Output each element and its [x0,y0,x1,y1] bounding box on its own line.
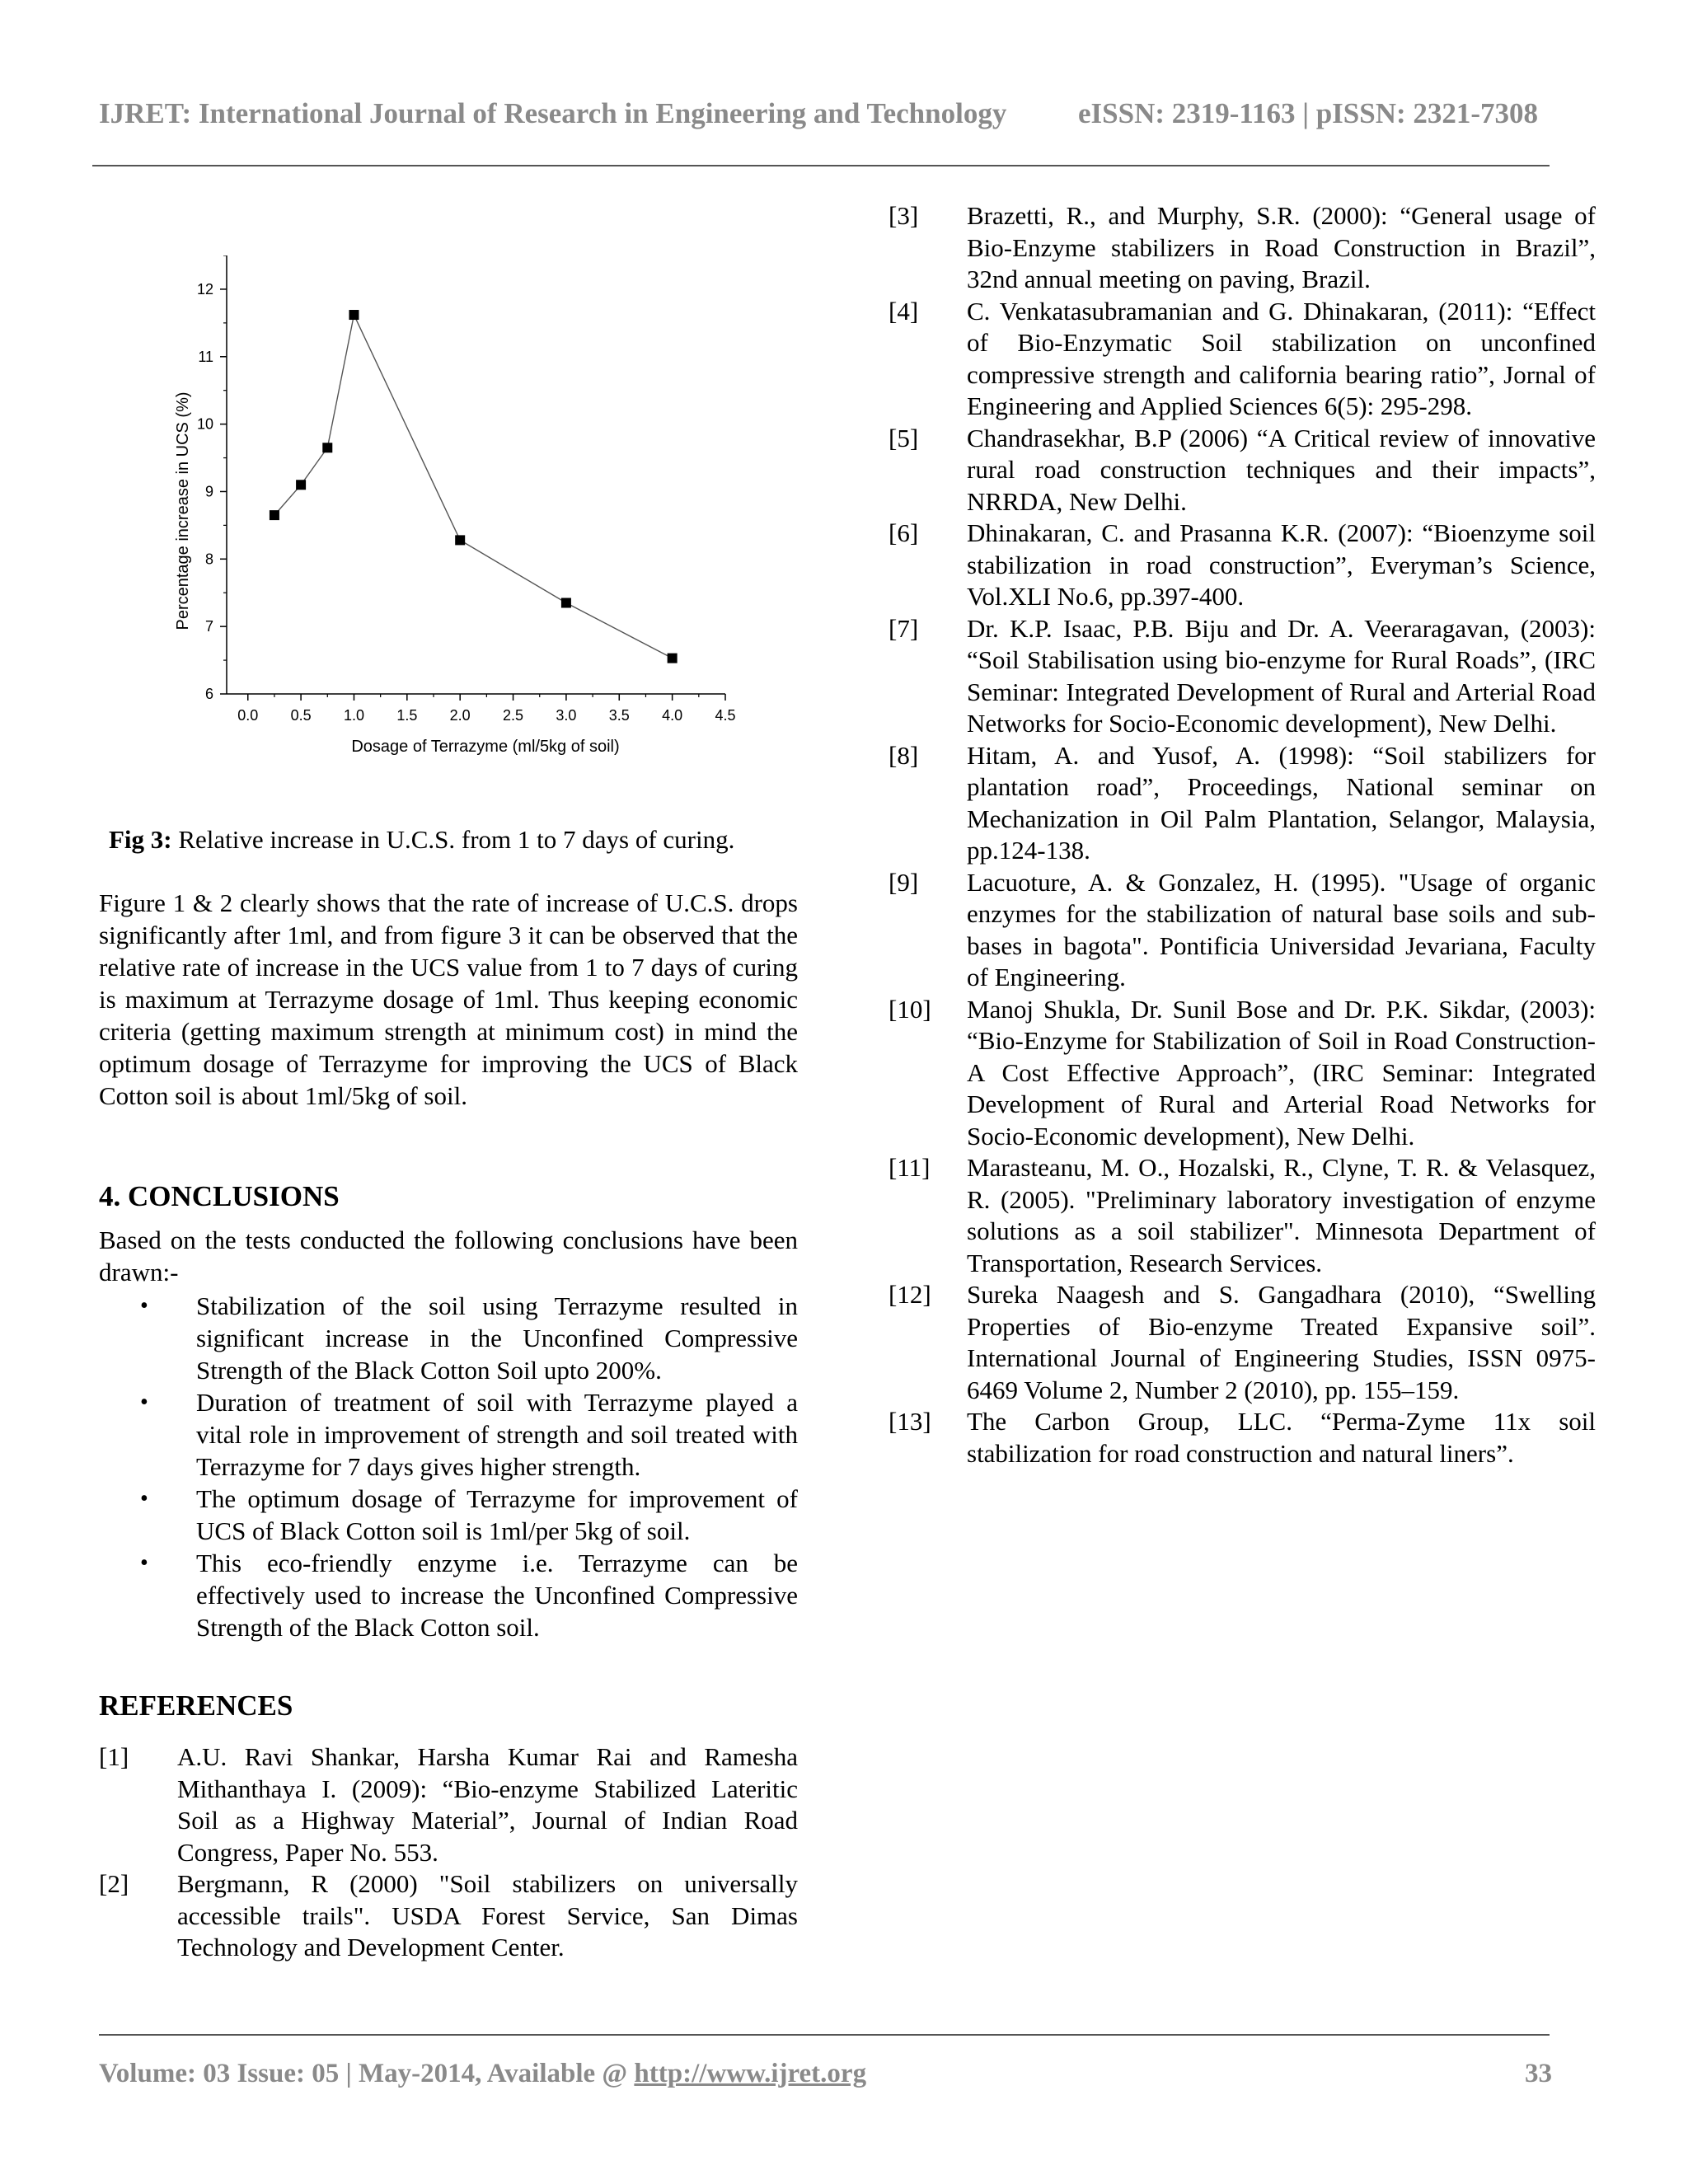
footer-volume-text: Volume: 03 Issue: 05 | May-2014, Available @ [99,2059,635,2088]
conclusion-text: Duration of treatment of soil with Terrazyme played a vital role in improvement of strength and soil treated with Terrazyme for 7 days gives higher strength. [196,1388,798,1481]
footer-volume [99,2059,866,2089]
figure-caption-text: Relative increase in U.C.S. from 1 to 7 days of curing. [171,825,735,854]
reference-item [889,613,1596,740]
reference-number: [3] [889,201,919,230]
reference-number: [1] [99,1742,129,1771]
chart-x-tick-label: 2.5 [503,707,524,724]
header-divider [92,165,1550,166]
conclusions-list [99,1290,798,1643]
bullet-icon: • [140,1550,148,1576]
conclusion-text: This eco-friendly enzyme i.e. Terrazyme can be effectively used to increase the Unconfined Compressive Strength of the Black Cotton soil. [196,1549,798,1642]
reference-number: [11] [889,1153,931,1182]
reference-item [889,1406,1596,1469]
chart-data-point [270,510,279,520]
bullet-icon: • [140,1293,148,1319]
chart-x-tick-label: 0.5 [290,707,312,724]
chart-x-tick-label: 4.0 [662,707,683,724]
reference-text: C. Venkatasubramanian and G. Dhinakaran, (2011): “Effect of Bio-Enzymatic Soil stabilization on unconfined compressive strength and california bearing ratio”, Jornal of Engineering and Applied Sciences 6(5): 295-298. [967,296,1596,420]
page-number: 33 [1525,2059,1552,2088]
reference-item [889,1152,1596,1279]
conclusions-intro: Based on the tests conducted the following conclusions have been drawn:- [99,1226,798,1286]
chart-data-point [455,535,465,545]
chart-x-tick-label: 1.5 [396,707,418,724]
bullet-icon: • [140,1390,148,1415]
reference-text: Sureka Naagesh and S. Gangadhara (2010), “Swelling Properties of Bio-enzyme Treated Expansive soil”. International Journal of Engineering Studies, ISSN 0975- 6469 Volume 2, Number 2 (2010), pp. 155–159. [967,1280,1596,1404]
reference-number: [2] [99,1869,129,1898]
reference-item [889,296,1596,423]
reference-number: [13] [889,1407,931,1436]
conclusion-item [99,1547,798,1643]
chart-x-tick-label: 3.5 [608,707,630,724]
reference-text: A.U. Ravi Shankar, Harsha Kumar Rai and Ramesha Mithanthaya I. (2009): “Bio-enzyme Stabilized Lateritic Soil as a Highway Material”, Journal of Indian Road Congress, Paper No. 553. [177,1742,798,1867]
figure-caption [109,824,734,855]
reference-item [889,740,1596,867]
reference-number: [12] [889,1280,931,1309]
conclusion-item [99,1386,798,1483]
conclusion-item [99,1483,798,1547]
references-heading: REFERENCES [99,1690,293,1722]
chart-y-tick-label: 9 [204,483,213,500]
chart-data-point [561,598,571,608]
reference-text: The Carbon Group, LLC. “Perma-Zyme 11x soil stabilization for road construction and natural liners”. [967,1407,1596,1468]
reference-text: Lacuoture, A. & Gonzalez, H. (1995). "Usage of organic enzymes for the stabilization of natural base soils and sub-bases in bagota". Pontificia Universidad Jevariana, Faculty of Engineering. [967,867,1596,991]
reference-item [889,518,1596,613]
journal-title: IJRET: International Journal of Research in Engineering and Technology [99,97,1007,129]
reference-number: [5] [889,423,919,452]
reference-number: [8] [889,740,919,770]
reference-number: [10] [889,994,931,1024]
reference-number: [6] [889,518,919,547]
chart-y-axis-label: Percentage increase in UCS (%) [174,391,192,630]
bullet-icon: • [140,1486,148,1511]
reference-item [99,1868,798,1964]
reference-text: Dr. K.P. Isaac, P.B. Biju and Dr. A. Veeraragavan, (2003): “Soil Stabilisation using bio-enzyme for Rural Roads”, (IRC Seminar: Integrated Development of Rural and Arterial Road Networks for Socio-Economic development), New Delhi. [967,613,1596,738]
reference-text: Bergmann, R (2000) "Soil stabilizers on universally accessible trails". USDA Forest Service, San Dimas Technology and Development Center. [177,1869,798,1961]
references-list-right [889,200,1596,1469]
reference-number: [9] [889,867,919,897]
discussion-paragraph: Figure 1 & 2 clearly shows that the rate of increase of U.C.S. drops significantly after 1ml, and from figure 3 it can be observed that the relative rate of increase in the UCS value from 1 to 7 days of curing is maximum at Terrazyme dosage of 1ml. Thus keeping economic criteria (getting maximum strength at minimum cost) in mind the optimum dosage of Terrazyme for improving the UCS of Black Cotton soil is about 1ml/5kg of soil. [99,888,798,1110]
reference-item [889,867,1596,994]
reference-text: Hitam, A. and Yusof, A. (1998): “Soil stabilizers for plantation road”, Proceedings, National seminar on Mechanization in Oil Palm Plantation, Selangor, Malaysia, pp.124-138. [967,740,1596,865]
reference-item [99,1741,798,1868]
conclusions-heading: 4. CONCLUSIONS [99,1180,340,1212]
conclusion-text: The optimum dosage of Terrazyme for improvement of UCS of Black Cotton soil is 1ml/per 5kg of soil. [196,1484,798,1545]
figure-caption-label: Fig 3: [109,825,172,854]
reference-item [889,994,1596,1153]
chart-data-point [668,654,678,663]
chart-data-point [296,480,306,490]
reference-text: Brazetti, R., and Murphy, S.R. (2000): “General usage of Bio-Enzyme stabilizers in Road Construction in Brazil”, 32nd annual meeting on paving, Brazil. [967,201,1596,293]
journal-link[interactable]: http://www.ijret.org [634,2059,867,2088]
reference-text: Manoj Shukla, Dr. Sunil Bose and Dr. P.K. Sikdar, (2003): “Bio-Enzyme for Stabilization of Soil in Road Construction- A Cost Effective Approach”, (IRC Seminar: Integrated Development of Rural and Arterial Road Networks for Socio-Economic development), New Delhi. [967,994,1596,1151]
chart-x-tick-label: 3.0 [556,707,577,724]
chart-y-tick-label: 6 [204,686,213,702]
conclusion-text: Stabilization of the soil using Terrazyme resulted in significant increase in the Unconfined Compressive Strength of the Black Cotton Soil upto 200%. [196,1291,798,1385]
reference-number: [7] [889,613,919,643]
conclusion-item [99,1290,798,1386]
chart-x-tick-label: 4.5 [715,707,736,724]
chart-y-tick-label: 11 [198,348,213,365]
issn-info: eISSN: 2319-1163 | pISSN: 2321-7308 [1078,97,1539,129]
reference-item [889,423,1596,518]
footer-divider [99,2034,1550,2036]
chart-x-axis-label: Dosage of Terrazyme (ml/5kg of soil) [351,738,620,756]
reference-text: Chandrasekhar, B.P (2006) “A Critical review of innovative rural road construction techniques and their impacts”, NRRDA, New Delhi. [967,423,1596,516]
chart-y-tick-label: 8 [204,551,213,568]
chart-x-tick-label: 2.0 [449,707,471,724]
chart-x-tick-label: 1.0 [343,707,364,724]
chart-y-tick-label: 12 [196,280,213,298]
chart-y-tick-label: 10 [196,415,213,433]
chart-data-point [322,443,332,452]
reference-number: [4] [889,296,919,326]
chart-x-tick-label: 0.0 [237,707,259,724]
reference-item [889,200,1596,296]
reference-text: Marasteanu, M. O., Hozalski, R., Clyne, T. R. & Velasquez, R. (2005). "Preliminary laboratory investigation of enzyme solutions as a soil stabilizer". Minnesota Department of Transportation, Research Services. [967,1153,1596,1277]
ucs-increase-chart [165,255,758,766]
reference-item [889,1279,1596,1406]
reference-text: Dhinakaran, C. and Prasanna K.R. (2007): “Bioenzyme soil stabilization in road construction”, Everyman’s Science, Vol.XLI No.6, pp.397-400. [967,518,1596,611]
chart-series-line [274,315,673,658]
chart-y-tick-label: 7 [204,618,213,635]
chart-data-point [349,310,359,320]
references-list-left [99,1741,798,1964]
